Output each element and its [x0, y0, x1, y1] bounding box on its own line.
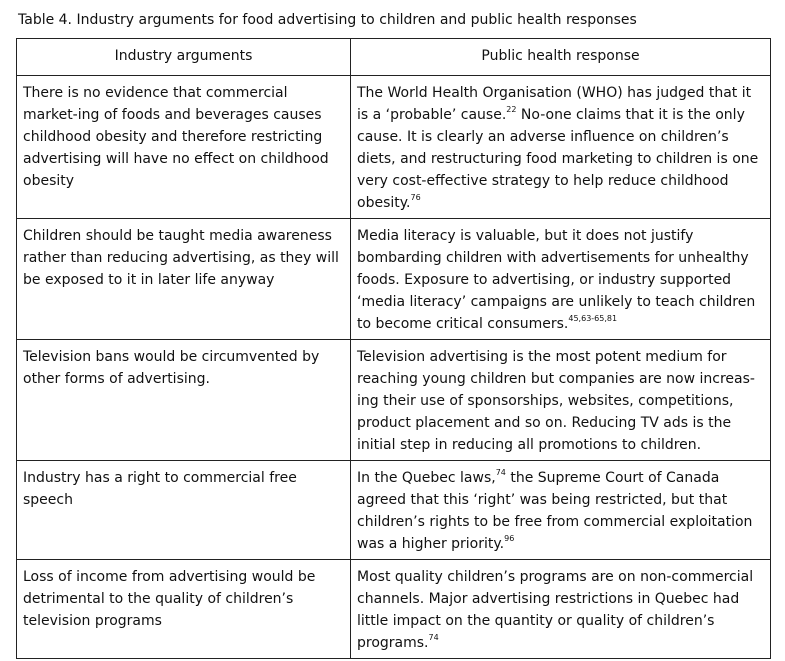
response-text: No-one claims that it is the only cause. It is clearly an adverse influence on children’s diets, and restructuring food marketing to children is one very cost-effective strategy to help reduce childhood obesity.: [357, 107, 759, 211]
industry-argument-cell: Loss of income from advertising would be detrimental to the quality of children’s television programs: [17, 560, 351, 659]
response-text: The World Health Organisation (WHO) has judged that it is a ‘probable’ cause.: [357, 85, 752, 123]
citation-superscript: 74: [428, 633, 439, 642]
table-row: [17, 461, 771, 560]
response-text: In the Quebec laws,: [357, 470, 496, 486]
industry-argument-cell: Television bans would be circumvented by other forms of advertising.: [17, 340, 351, 461]
table-caption: Table 4. Industry arguments for food advertising to children and public health responses: [18, 12, 637, 28]
arguments-table: [16, 38, 771, 659]
citation-superscript: 22: [506, 105, 517, 114]
public-health-response-cell: [351, 76, 771, 219]
table-row: [17, 219, 771, 340]
citation-superscript: 74: [495, 468, 506, 477]
table-header-row: [17, 39, 771, 76]
citation-superscript: 45,63-65,81: [568, 314, 618, 323]
table-row: [17, 340, 771, 461]
table-body: [17, 76, 771, 659]
table-row: [17, 76, 771, 219]
response-text: the Supreme Court of Canada agreed that this ‘right’ was being restricted, but that children’s rights to be free from commercial exploitation was a higher priority.: [357, 470, 753, 552]
public-health-response-cell: [351, 560, 771, 659]
response-text: Most quality children’s programs are on non-commercial channels. Major advertising restrictions in Quebec had little impact on the quantity or quality of children’s programs.: [357, 569, 754, 651]
industry-argument-cell: Children should be taught media awareness rather than reducing advertising, as they will be exposed to it in later life anyway: [17, 219, 351, 340]
industry-argument-cell: Industry has a right to commercial free speech: [17, 461, 351, 560]
header-public-health-response: Public health response: [351, 39, 771, 76]
response-text: Television advertising is the most potent medium for reaching young children but companies are now increas-ing their use of sponsorships, websites, competitions, product placement and so on. Reducing TV ads is the initial step in reducing all promotions to children.: [357, 349, 755, 453]
public-health-response-cell: [351, 340, 771, 461]
public-health-response-cell: [351, 219, 771, 340]
industry-argument-cell: There is no evidence that commercial market-ing of foods and beverages causes childhood obesity and therefore restricting advertising will have no effect on childhood obesity: [17, 76, 351, 219]
citation-superscript: 76: [410, 193, 421, 202]
response-text: Media literacy is valuable, but it does not justify bombarding children with advertisements for unhealthy foods. Exposure to advertising, or industry supported ‘media literacy’ campaigns are unlikely to teach children to become critical consumers.: [357, 228, 756, 332]
table-row: [17, 560, 771, 659]
public-health-response-cell: [351, 461, 771, 560]
header-industry-arguments: Industry arguments: [17, 39, 351, 76]
citation-superscript: 96: [504, 534, 515, 543]
